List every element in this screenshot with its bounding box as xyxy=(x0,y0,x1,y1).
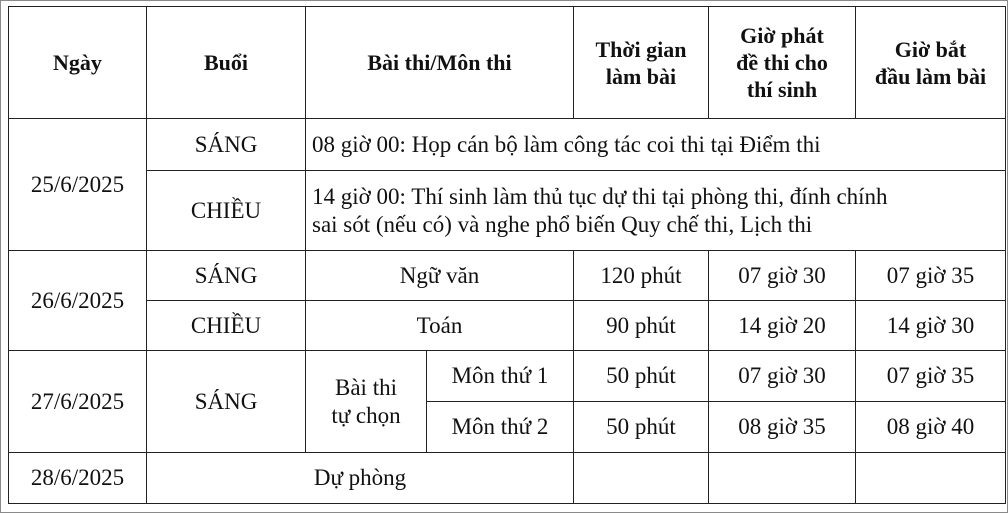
exam-schedule-table xyxy=(8,6,1006,504)
start-time-cell: 14 giờ 30 xyxy=(856,301,1006,351)
distribution-time-cell: 14 giờ 20 xyxy=(709,301,856,351)
empty-cell xyxy=(574,453,709,504)
header-gio-bat-dau-line2: đầu làm bài xyxy=(874,63,987,89)
duration-cell: 50 phút xyxy=(574,351,709,402)
header-gio-phat-line2: đề thi cho xyxy=(736,50,828,75)
start-time-cell: 08 giờ 40 xyxy=(856,402,1006,453)
session-cell: SÁNG xyxy=(147,351,306,453)
header-gio-phat xyxy=(709,7,856,119)
header-thoi-gian-line2: làm bài xyxy=(605,63,677,89)
date-cell: 28/6/2025 xyxy=(9,453,147,504)
duration-cell: 50 phút xyxy=(574,402,709,453)
session-cell: SÁNG xyxy=(147,119,306,171)
subject-cell: Môn thứ 1 xyxy=(427,351,574,402)
header-bai-thi: Bài thi/Môn thi xyxy=(306,7,574,119)
empty-cell xyxy=(709,453,856,504)
date-cell: 27/6/2025 xyxy=(9,351,147,453)
session-cell: SÁNG xyxy=(147,251,306,301)
elective-exam-cell xyxy=(306,351,427,453)
start-time-cell: 07 giờ 35 xyxy=(856,251,1006,301)
note-cell xyxy=(306,171,1006,251)
header-buoi: Buổi xyxy=(147,7,306,119)
note-cell: 08 giờ 00: Họp cán bộ làm công tác coi thi tại Điểm thi xyxy=(306,119,1006,171)
subject-cell: Môn thứ 2 xyxy=(427,402,574,453)
table-row xyxy=(9,251,1006,301)
header-thoi-gian xyxy=(574,7,709,119)
session-cell: CHIỀU xyxy=(147,171,306,251)
header-ngay: Ngày xyxy=(9,7,147,119)
header-gio-bat-dau xyxy=(856,7,1006,119)
subject-cell: Toán xyxy=(306,301,574,351)
distribution-time-cell: 08 giờ 35 xyxy=(709,402,856,453)
duration-cell: 120 phút xyxy=(574,251,709,301)
table-row xyxy=(9,453,1006,504)
table-row xyxy=(9,351,1006,402)
header-thoi-gian-line1: Thời gian xyxy=(595,36,687,62)
date-cell: 25/6/2025 xyxy=(9,119,147,251)
elective-line2: tự chọn xyxy=(331,402,401,428)
distribution-time-cell: 07 giờ 30 xyxy=(709,351,856,402)
table-row xyxy=(9,119,1006,171)
header-gio-phat-line3: thí sinh xyxy=(746,77,818,102)
table-row xyxy=(9,171,1006,251)
header-row xyxy=(9,7,1006,119)
header-gio-phat-line1: Giờ phát xyxy=(740,23,824,48)
note-line1: 14 giờ 00: Thí sinh làm thủ tục dự thi tại phòng thi, đính chính xyxy=(312,183,888,209)
elective-line1: Bài thi xyxy=(335,374,397,400)
start-time-cell: 07 giờ 35 xyxy=(856,351,1006,402)
session-cell: CHIỀU xyxy=(147,301,306,351)
header-gio-bat-dau-line1: Giờ bắt xyxy=(894,36,967,62)
empty-cell xyxy=(856,453,1006,504)
note-cell: Dự phòng xyxy=(147,453,574,504)
subject-cell: Ngữ văn xyxy=(306,251,574,301)
table-row xyxy=(9,301,1006,351)
note-line2: sai sót (nếu có) và nghe phổ biến Quy chế thi, Lịch thi xyxy=(312,211,813,237)
date-cell: 26/6/2025 xyxy=(9,251,147,351)
duration-cell: 90 phút xyxy=(574,301,709,351)
distribution-time-cell: 07 giờ 30 xyxy=(709,251,856,301)
